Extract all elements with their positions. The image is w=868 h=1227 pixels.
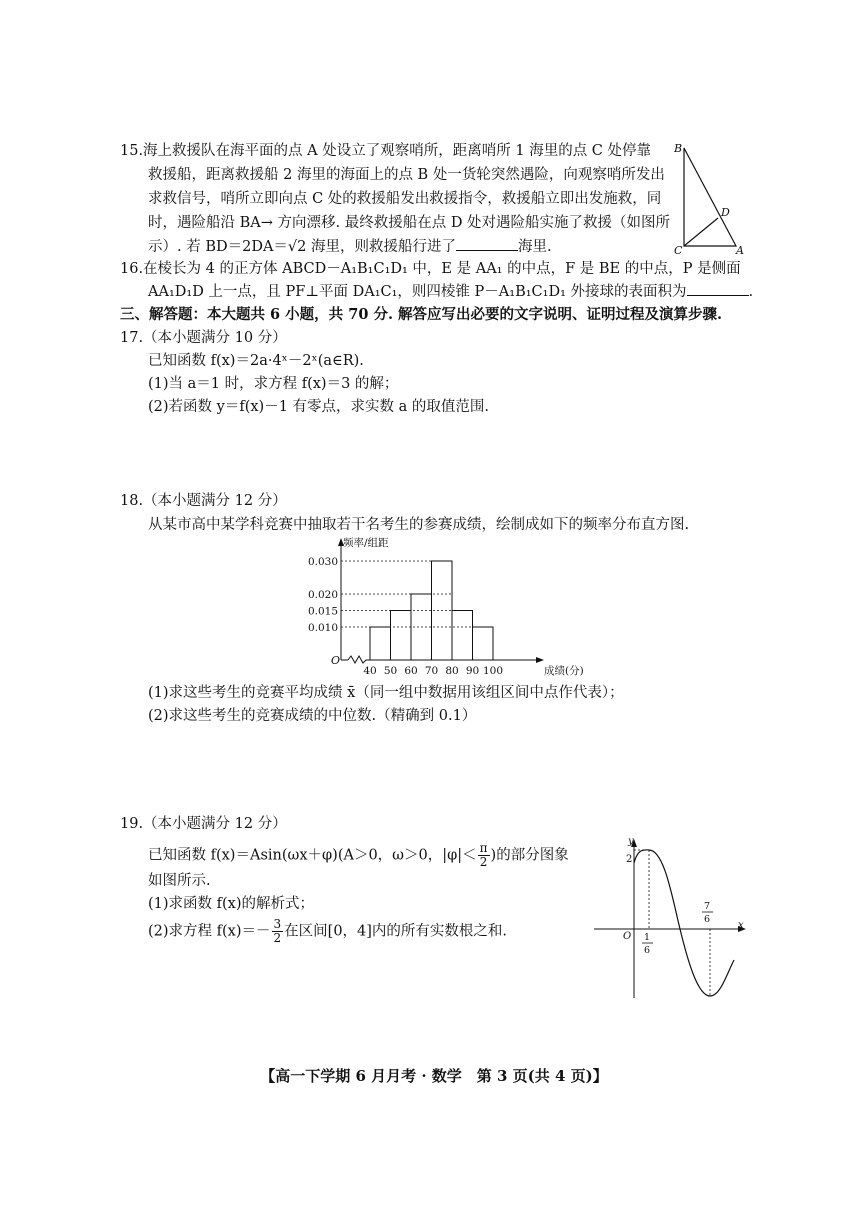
x-tick-label: 60 (404, 665, 418, 677)
tick-7-6-den: 6 (704, 914, 711, 925)
tick-7-6-num: 7 (704, 901, 711, 912)
x-axis-arrow (536, 657, 544, 663)
y-tick-label: 0.015 (307, 605, 338, 618)
y-axis-label: 频率/组距 (343, 537, 389, 549)
x-tick-label: 70 (424, 665, 439, 677)
x-tick-label: 100 (482, 665, 504, 677)
q19-title: 19.（本小题满分 12 分） (120, 816, 287, 832)
histogram-bar (452, 611, 473, 661)
q15-line-5-tail: 海里. (518, 239, 552, 255)
answer-blank (687, 281, 749, 296)
q18-intro: 从某市高中某学科竞赛中抽取若干名考生的参赛成绩，绘制成如下的频率分布直方图. (148, 517, 690, 533)
sine-graph (590, 836, 750, 1002)
x-tick-label: 90 (465, 665, 480, 677)
label-a: A (736, 244, 744, 256)
frequency-histogram (300, 534, 630, 680)
label-c: C (674, 244, 683, 256)
q15-line-4: 时，遇险船沿 BA→ 方向漂移. 最终救援船在点 D 处对遇险船实施了救援（如图所 (148, 215, 671, 231)
q19-line-1-tail: )的部分图象 (490, 847, 569, 864)
x-axis-label: 成绩(分) (544, 665, 584, 677)
origin-label: O (331, 654, 341, 667)
histogram-bar (370, 627, 391, 660)
x-tick-label: 40 (363, 665, 377, 677)
q19-line-3: (1)求函数 f(x)的解析式； (148, 896, 315, 912)
q16-line-2-text: AA₁D₁D 上一点，且 PF⊥平面 DA₁C₁，则四棱锥 P－A₁B₁C₁D₁ 外接球的表面积为 (148, 284, 687, 300)
q15-line-5 (148, 236, 552, 258)
q17-line-3: (2)若函数 y＝f(x)－1 有零点，求实数 a 的取值范围. (148, 399, 490, 415)
q17-title: 17.（本小题满分 10 分） (120, 330, 287, 346)
q16-line-1: 16.在棱长为 4 的正方体 ABCD－A₁B₁C₁D₁ 中，E 是 AA₁ 的中点，F 是 BE 的中点，P 是侧面 (120, 261, 741, 277)
q19-line-4-text: (2)求方程 f(x)＝－ (148, 923, 271, 940)
x-tick-label: 50 (383, 665, 398, 677)
q17-line-1: 已知函数 f(x)＝2a·4ˣ－2ˣ(a∈R). (148, 353, 364, 369)
q17-line-2: (1)当 a＝1 时，求方程 f(x)＝3 的解； (148, 376, 399, 392)
q18-line-1: (1)求这些考生的竞赛平均成绩 x̄（同一组中数据用该组区间中点作代表）； (148, 685, 624, 701)
q19-line-4 (148, 918, 507, 945)
q18-title: 18.（本小题满分 12 分） (120, 493, 287, 509)
q19-line-2: 如图所示. (148, 873, 211, 889)
fraction-pi-over-2: $\frac{\pi}{2}$ (479, 841, 488, 869)
tick-1-6-num: 1 (644, 932, 651, 943)
q18-line-2: (2)求这些考生的竞赛成绩的中位数.（精确到 0.1） (148, 708, 477, 724)
graph-amplitude: 2 (626, 854, 633, 865)
fraction-3-over-2: $\frac{3}{2}$ (273, 917, 282, 945)
q15-line-2: 救援船，距离救援船 2 海里的海面上的点 B 处一货轮突然遇险，向观察哨所发出 (148, 167, 665, 183)
q19-line-1-text: 已知函数 f(x)＝Asin(ωx＋φ)(A＞0，ω＞0，|φ|＜ (148, 847, 477, 864)
q19-line-1 (148, 842, 569, 869)
y-tick-label: 0.010 (307, 622, 338, 634)
q16-line-2 (148, 281, 753, 303)
label-d: D (721, 206, 730, 219)
q16-line-2-tail: . (748, 284, 754, 300)
y-tick-label: 0.030 (307, 556, 338, 568)
graph-origin: O (623, 931, 632, 942)
q15-line-3: 求救信号，哨所立即向点 C 处的救援船发出救援指令，救援船立即出发施救，同 (148, 191, 662, 207)
x-tick-label: 80 (445, 665, 459, 677)
q19-line-4-tail: 在区间[0，4]内的所有实数根之和. (284, 923, 508, 940)
q15-line-5-text: 示）. 若 BD＝2DA＝√2 海里，则救援船行进了 (148, 239, 457, 255)
page-footer: 【高一下学期 6 月月考 · 数学 第 3 页(共 4 页)】 (260, 1067, 608, 1085)
q15-line-1: 15.海上救援队在海平面的点 A 处设立了观察哨所，距离哨所 1 海里的点 C 处停靠 (120, 143, 652, 159)
graph-y-label: y (628, 836, 634, 847)
label-b: B (674, 142, 683, 155)
axis-break (348, 656, 370, 663)
tick-1-6-den: 6 (644, 945, 651, 956)
q15-triangle-figure (670, 140, 750, 256)
graph-x-label: x (738, 920, 744, 931)
answer-blank (456, 236, 518, 251)
y-tick-label: 0.020 (307, 589, 338, 601)
section-heading: 三、解答题：本大题共 6 小题，共 70 分. 解答应写出必要的文字说明、证明过程及演算步骤. (120, 306, 723, 323)
histogram-bar (391, 611, 412, 661)
histogram-bar (473, 627, 494, 660)
